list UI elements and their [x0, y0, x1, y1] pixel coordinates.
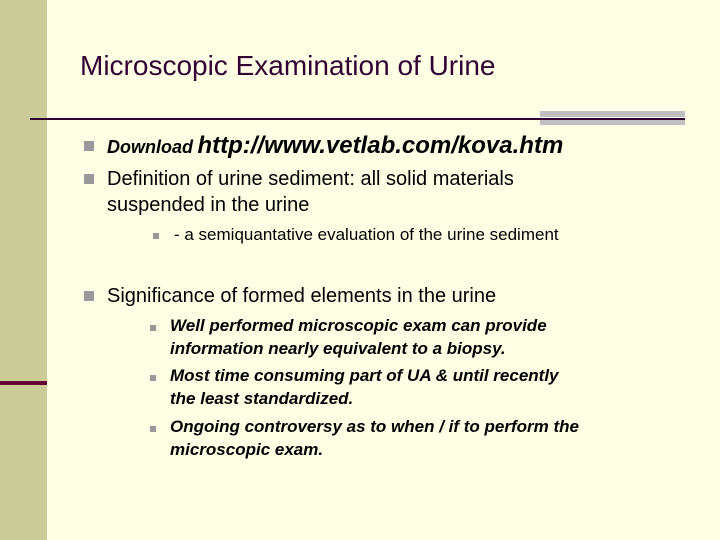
sub-bullet-square-icon	[150, 375, 156, 381]
biopsy-sub-bullet	[170, 314, 547, 360]
controversy-line-2: microscopic exam.	[170, 440, 324, 459]
title-divider-accent-lower	[540, 120, 685, 125]
definition-line-2: suspended in the urine	[107, 194, 310, 216]
time-consuming-sub-bullet	[170, 364, 559, 410]
bullet-square-icon	[84, 174, 94, 184]
side-decoration-bar	[0, 0, 47, 540]
sub-bullet-square-icon	[150, 426, 156, 432]
significance-bullet: Significance of formed elements in the urine	[107, 285, 497, 307]
biopsy-line-2: information nearly equivalent to a biopsy.	[170, 339, 506, 358]
bullet-square-icon	[84, 141, 94, 151]
biopsy-line-1: Well performed microscopic exam can provide	[170, 316, 547, 335]
download-label: Download	[107, 137, 193, 157]
controversy-sub-bullet	[170, 415, 579, 461]
time-consuming-line-1: Most time consuming part of UA & until recently	[170, 366, 559, 385]
download-bullet	[107, 130, 563, 165]
definition-line-1: Definition of urine sediment: all solid materials	[107, 168, 514, 190]
side-accent-line	[0, 381, 47, 385]
time-consuming-line-2: the least standardized.	[170, 389, 354, 408]
definition-bullet	[107, 166, 514, 218]
download-url-link[interactable]: http://www.vetlab.com/kova.htm	[197, 132, 564, 159]
semiquantative-sub-bullet: - a semiquantative evaluation of the urine sediment	[174, 225, 559, 244]
controversy-line-1: Ongoing controversy as to when / if to perform the	[170, 417, 579, 436]
bullet-square-icon	[84, 291, 94, 301]
title-divider-accent	[540, 111, 685, 117]
slide-title: Microscopic Examination of Urine	[80, 50, 496, 81]
sub-bullet-square-icon	[153, 233, 159, 239]
sub-bullet-square-icon	[150, 325, 156, 331]
